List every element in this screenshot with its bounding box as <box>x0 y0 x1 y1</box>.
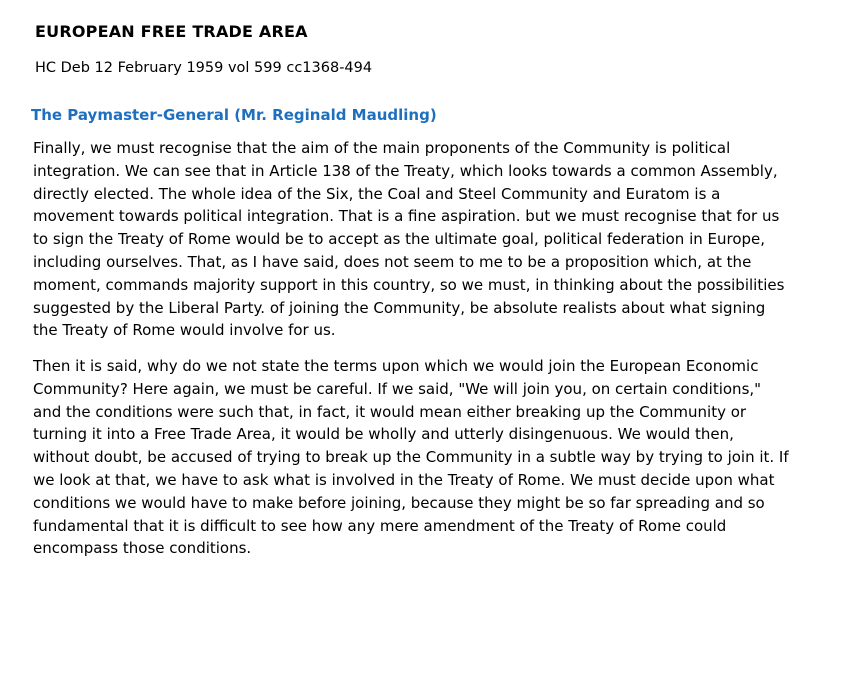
debate-reference: HC Deb 12 February 1959 vol 599 cc1368-494 <box>35 60 373 76</box>
speech-paragraph: Finally, we must recognise that the aim of the main proponents of the Community is political integration. We can see that in Article 138 of the Treaty, which looks towards a common Assembly, directly elected. The whole idea of the Six, the Coal and Steel Community and Euratom is a movement towards political integration. That is a fine aspiration. but we must recognise that for us to sign the Treaty of Rome would be to accept as the ultimate goal, political federation in Europe, including ourselves. That, as I have said, does not seem to me to be a proposition which, at the moment, commands majority support in this country, so we must, in thinking about the possibilities suggested by the Liberal Party. of joining the Community, be absolute realists about what signing the Treaty of Rome would involve for us. <box>33 139 785 340</box>
speaker-name: The Paymaster-General (Mr. Reginald Maudling) <box>31 106 437 124</box>
speech-paragraph: Then it is said, why do we not state the terms upon which we would join the European Economic Community? Here again, we must be careful. If we said, "We will join you, on certain conditions," and the conditions were such that, in fact, it would mean either breaking up the Community or turning it into a Free Trade Area, it would be wholly and utterly disingenuous. We would then, without doubt, be accused of trying to break up the Community in a subtle way by trying to join it. If we look at that, we have to ask what is involved in the Treaty of Rome. We must decide upon what conditions we would have to make before joining, because they might be so far spreading and so fundamental that it is difficult to see how any mere amendment of the Treaty of Rome could encompass those conditions. <box>33 357 789 558</box>
document-title: EUROPEAN FREE TRADE AREA <box>35 22 308 41</box>
